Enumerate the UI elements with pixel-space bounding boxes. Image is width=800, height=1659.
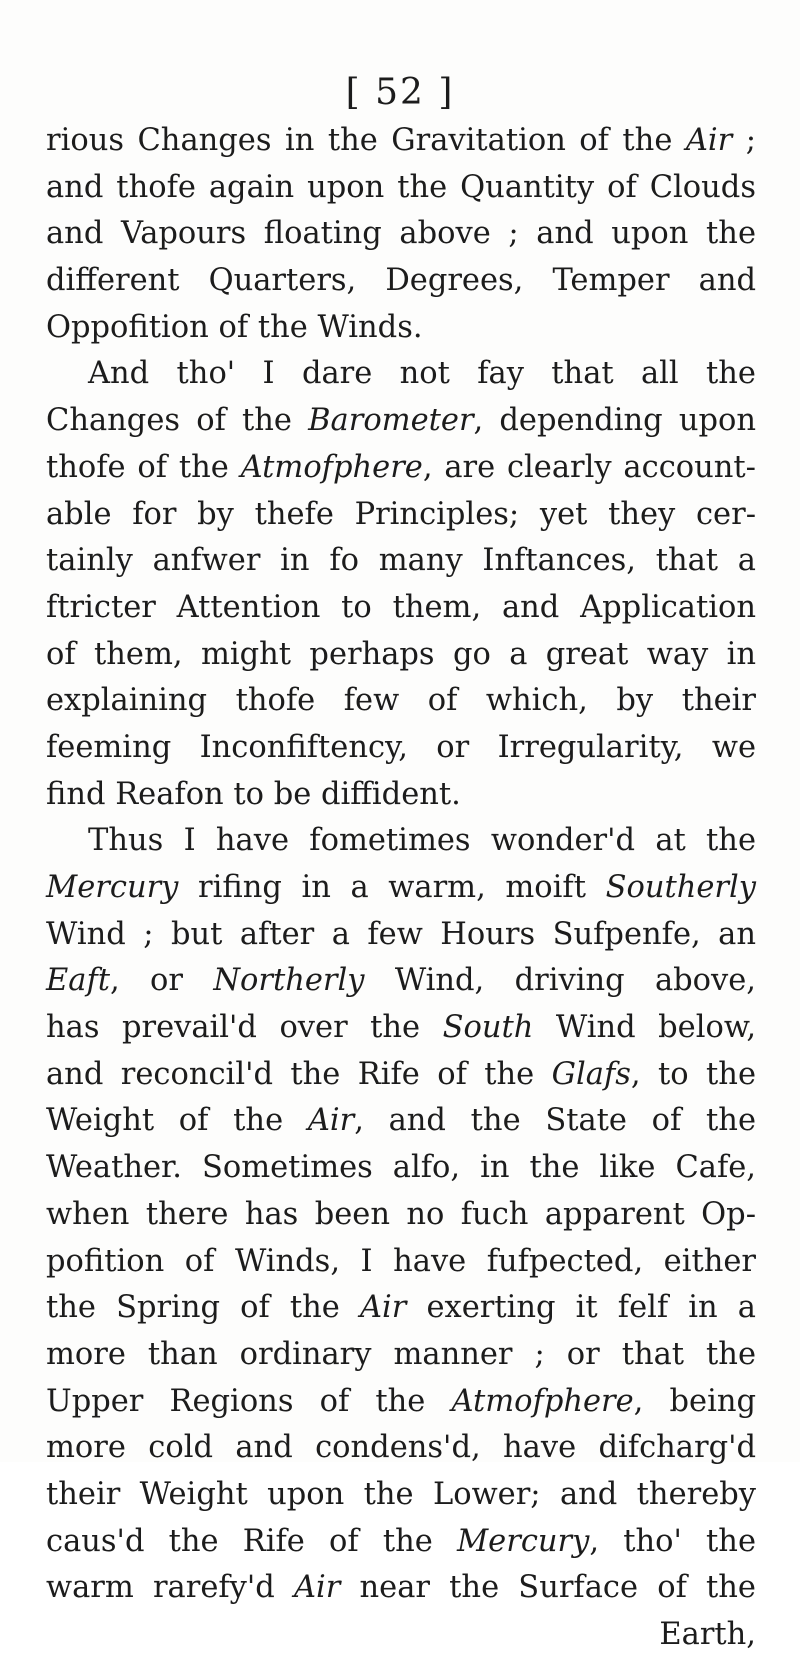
text-line-22: Weight of the Air, and the State of the	[46, 1103, 756, 1139]
text-line-27: more than ordinary manner ; or that the	[46, 1336, 756, 1372]
text-line-9: able for by thefe Principles; yet they cer-	[46, 496, 756, 532]
text-line-25: pofition of Winds, I have fufpected, either	[46, 1243, 756, 1279]
text-line-10: tainly anfwer in fo many Inftances, that a	[46, 543, 756, 579]
text-line-24: when there has been no fuch apparent Op-	[46, 1196, 756, 1232]
text-line-18: Wind ; but after a few Hours Sufpenfe, an	[46, 916, 756, 952]
text-line-33: Earth,	[659, 1617, 756, 1652]
text-line-20: has prevail'd over the South Wind below,	[46, 1010, 757, 1046]
text-line-32: warm rarefy'd Air near the Surface of the	[46, 1570, 756, 1606]
text-line-29: more cold and condens'd, have difcharg'd	[46, 1430, 756, 1466]
text-line-12: of them, might perhaps go a great way in	[46, 636, 756, 672]
text-line-14: feeming Inconfiftency, or Irregularity, we	[46, 729, 756, 765]
text-line-1: rious Changes in the Gravitation of the Air ;	[46, 123, 756, 158]
text-line-19: Eaft, or Northerly Wind, driving above,	[46, 963, 756, 999]
text-line-17: Mercury rifing in a warm, moift Southerly	[46, 870, 756, 905]
text-line-7: Changes of the Barometer, depending upon	[46, 403, 756, 439]
text-line-5: Oppofition of the Winds.	[46, 309, 423, 345]
text-line-16: Thus I have fometimes wonder'd at the	[88, 823, 756, 859]
text-line-26: the Spring of the Air exerting it felf in a	[46, 1290, 756, 1326]
text-line-31: caus'd the Rife of the Mercury, tho' the	[46, 1523, 756, 1559]
text-line-8: thofe of the Atmofphere, are clearly account-	[46, 449, 756, 485]
text-line-2: and thofe again upon the Quantity of Clouds	[46, 169, 756, 205]
text-line-4: different Quarters, Degrees, Temper and	[46, 263, 756, 299]
body-text	[46, 118, 756, 1659]
text-line-21: and reconcil'd the Rife of the Glafs, to the	[46, 1056, 756, 1092]
page-number: [ 52 ]	[345, 72, 455, 113]
text-line-28: Upper Regions of the Atmofphere, being	[46, 1383, 757, 1419]
text-line-6: And tho' I dare not fay that all the	[88, 356, 756, 392]
text-line-15: find Reafon to be diffident.	[46, 776, 461, 812]
text-line-23: Weather. Sometimes alfo, in the like Cafe,	[46, 1150, 756, 1186]
text-line-11: ftricter Attention to them, and Application	[46, 589, 756, 625]
text-line-30: their Weight upon the Lower; and thereby	[46, 1476, 756, 1512]
text-line-3: and Vapours floating above ; and upon the	[46, 216, 756, 252]
text-line-13: explaining thofe few of which, by their	[46, 683, 756, 719]
